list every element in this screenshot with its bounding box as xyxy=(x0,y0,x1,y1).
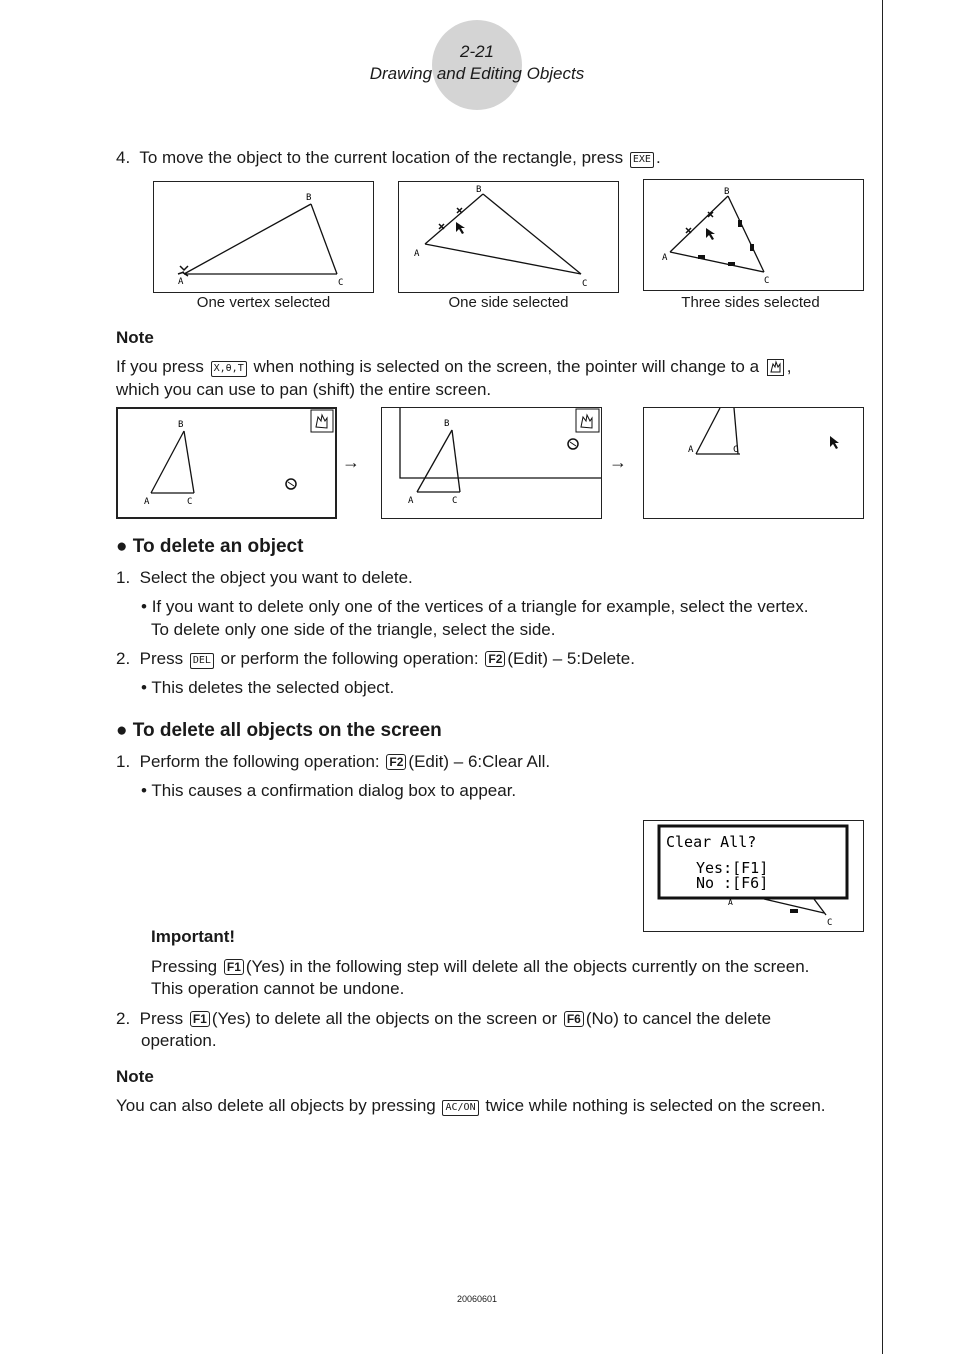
delete-all-bullet1: • This causes a confirmation dialog box to appear. xyxy=(141,781,517,800)
note-heading: Note xyxy=(116,1067,154,1086)
note-heading: Note xyxy=(116,328,154,347)
vertex-label: B xyxy=(444,419,450,429)
del-key-icon: DEL xyxy=(190,653,214,669)
f6-key-icon: F6 xyxy=(564,1011,584,1027)
screen-one-side xyxy=(398,181,619,293)
pan-diagram xyxy=(118,409,335,517)
f2-key-icon: F2 xyxy=(386,754,406,770)
vertex-label: C xyxy=(452,496,458,506)
pointer-arrow-icon xyxy=(830,436,839,449)
delete-bullet1-line1: • If you want to delete only one of the vertices of a triangle for example, select the vertex. xyxy=(141,597,809,616)
dialog-no-option: No :[F6] xyxy=(696,874,769,892)
section-heading-delete: ● To delete an object xyxy=(116,536,304,557)
delete-bullet1-line2: To delete only one side of the triangle, select the side. xyxy=(151,620,556,639)
ac-on-key-icon: AC/ON xyxy=(442,1100,478,1116)
dialog-yes-option: Yes:[F1] xyxy=(696,859,769,877)
hand-pointer-icon xyxy=(568,439,578,449)
important-line1: Pressing F1 (Yes) in the following step will delete all the objects currently on the screen. xyxy=(151,957,810,976)
triangle-diagram xyxy=(154,182,373,292)
pan-diagram xyxy=(382,408,601,518)
pointer-arrow-icon xyxy=(456,222,465,234)
pointer-arrow-icon xyxy=(706,228,715,240)
screen-pan-2 xyxy=(381,407,602,519)
hand-mode-icon xyxy=(311,410,333,432)
footer-code: 20060601 xyxy=(456,1294,498,1304)
vertex-label: C xyxy=(187,497,193,507)
step-number: 4. xyxy=(116,148,131,167)
vertex-label: C xyxy=(827,918,833,928)
side-mark-icon xyxy=(750,244,754,251)
selection-marker-icon xyxy=(178,266,188,276)
delete-bullet2: • This deletes the selected object. xyxy=(141,678,395,697)
note2-line: You can also delete all objects by pressing AC/ON twice while nothing is selected on the screen. xyxy=(116,1096,826,1115)
vertex-label: C xyxy=(733,445,739,455)
vertex-label: A xyxy=(728,898,733,907)
screen-one-vertex xyxy=(153,181,374,293)
hand-pointer-icon xyxy=(767,359,784,376)
vertex-label: A xyxy=(408,496,414,506)
screen-three-sides xyxy=(643,179,864,291)
step-text: To move the object to the current location of the rectangle, press xyxy=(139,148,624,167)
triangle-diagram xyxy=(644,180,863,290)
xthetat-key-icon: X,θ,T xyxy=(211,361,247,377)
vertex-label: C xyxy=(338,278,344,288)
vertex-label: B xyxy=(724,187,730,197)
step4-line: 4. To move the object to the current location of the rectangle, press EXE . xyxy=(116,148,661,167)
caption-three-sides: Three sides selected xyxy=(681,294,820,311)
section-title: Drawing and Editing Objects xyxy=(369,64,585,83)
delete-step1: 1. Select the object you want to delete. xyxy=(116,568,413,587)
caption-one-vertex: One vertex selected xyxy=(196,294,331,311)
page-right-rule xyxy=(882,0,883,1354)
exe-key-icon: EXE xyxy=(630,152,654,168)
side-mark-icon xyxy=(728,262,735,266)
note1-line1: If you press X,θ,T when nothing is selected on the screen, the pointer will change to a , xyxy=(116,357,792,376)
vertex-label: B xyxy=(476,185,482,195)
delete-step2: 2. Press DEL or perform the following operation: F2 (Edit) – 5:Delete. xyxy=(116,649,635,668)
vertex-label: C xyxy=(764,276,770,286)
vertex-label: B xyxy=(306,193,312,203)
page-number: 2-21 xyxy=(459,42,495,61)
arrow-right-icon: → xyxy=(609,452,627,472)
triangle-diagram xyxy=(399,182,618,292)
vertex-label: A xyxy=(178,277,184,287)
section-heading-delete-all: ● To delete all objects on the screen xyxy=(116,720,442,741)
note1-line2: which you can use to pan (shift) the entire screen. xyxy=(116,380,492,399)
important-heading: Important! xyxy=(151,927,236,946)
screen-clear-all-dialog xyxy=(643,820,864,932)
dialog-title: Clear All? xyxy=(666,833,757,851)
arrow-right-icon: → xyxy=(342,452,360,472)
vertex-label: A xyxy=(414,249,420,259)
important-line2: This operation cannot be undone. xyxy=(151,979,405,998)
selection-marker-icon xyxy=(686,212,713,233)
screen-pan-1 xyxy=(116,407,337,519)
pan-diagram xyxy=(644,408,863,518)
hand-mode-icon xyxy=(576,409,599,432)
f1-key-icon: F1 xyxy=(190,1011,210,1027)
delete-all-step2: 2. Press F1 (Yes) to delete all the objects on the screen or F6 (No) to cancel the delete xyxy=(116,1009,772,1028)
f1-key-icon: F1 xyxy=(224,959,244,975)
vertex-label: A xyxy=(662,253,668,263)
side-mark-icon xyxy=(790,909,798,913)
vertex-label: B xyxy=(178,420,184,430)
screen-pan-3 xyxy=(643,407,864,519)
delete-all-step1: 1. Perform the following operation: F2 (Edit) – 6:Clear All. xyxy=(116,752,551,771)
f2-key-icon: F2 xyxy=(485,651,505,667)
hand-pointer-icon xyxy=(286,479,296,489)
side-mark-icon xyxy=(738,220,742,227)
delete-all-step2-line2: operation. xyxy=(141,1031,217,1050)
caption-one-side: One side selected xyxy=(448,294,569,311)
vertex-label: A xyxy=(144,497,150,507)
vertex-label: A xyxy=(688,445,694,455)
side-mark-icon xyxy=(698,255,705,259)
vertex-label: C xyxy=(582,279,588,289)
